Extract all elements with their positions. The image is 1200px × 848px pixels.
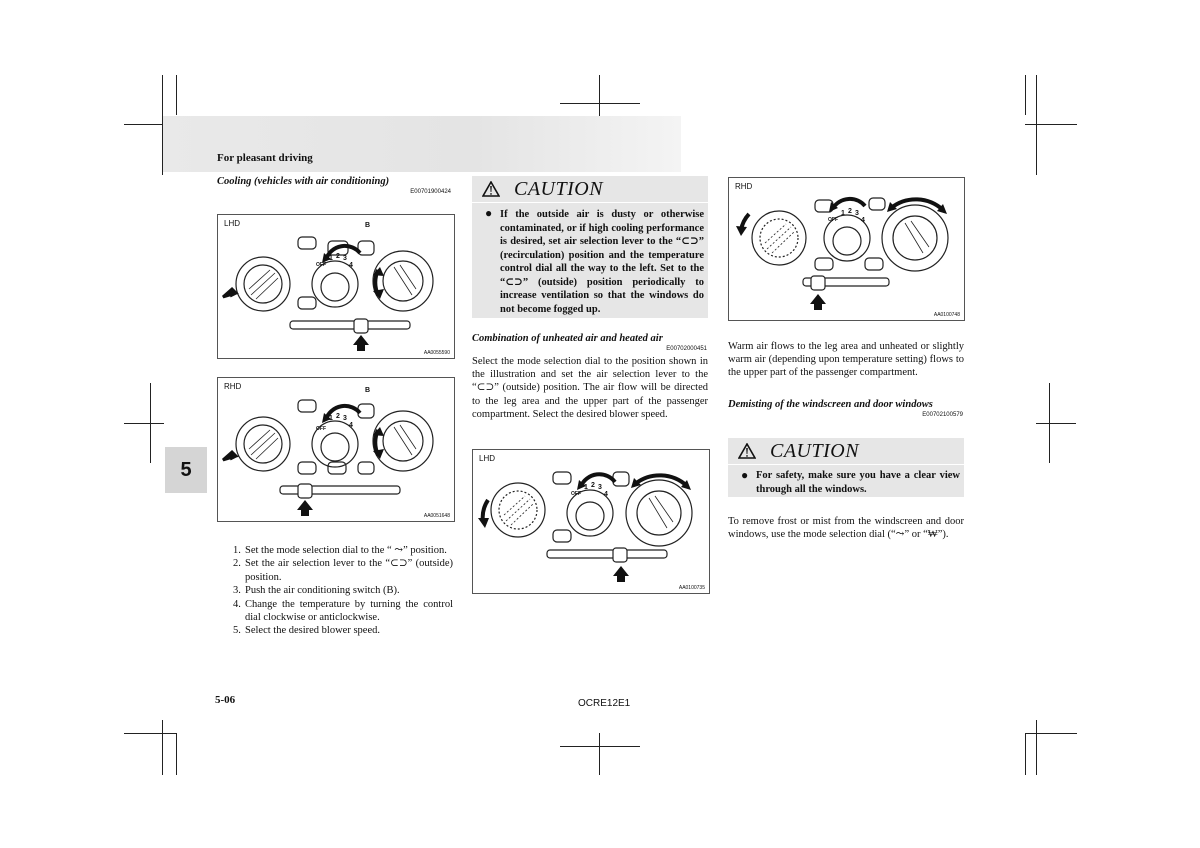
hvac-panel-diagram	[729, 178, 964, 320]
svg-text:1: 1	[584, 484, 588, 491]
demisting-paragraph: To remove frost or mist from the windscreen and door windows, use the mode selection dial (“⤳” or “₩”).	[728, 516, 964, 541]
svg-text:4: 4	[349, 422, 353, 429]
caution-title: CAUTION	[514, 177, 604, 200]
list-item: 3. Push the air conditioning switch (B).	[233, 585, 400, 597]
list-item: 4. Change the temperature by turning the control dial clockwise or anticlockwise.	[233, 598, 453, 624]
svg-text:4: 4	[604, 491, 608, 498]
chapter-tab	[165, 447, 207, 493]
caution-text: For safety, make sure you have a clear view through all the windows.	[756, 470, 960, 495]
figure-label: LHD	[479, 454, 496, 463]
svg-text:1: 1	[841, 210, 845, 217]
svg-text:2: 2	[336, 413, 340, 420]
demisting-heading-code: E00702100579	[922, 412, 963, 418]
svg-text:3: 3	[855, 210, 859, 217]
figure-code: AA0100748	[933, 312, 960, 318]
page-number: 5-06	[215, 694, 236, 706]
svg-text:OFF: OFF	[828, 217, 838, 223]
caution-box-cooling	[472, 176, 708, 318]
list-item: 1. Set the mode selection dial to the “ ⤳” position.	[233, 545, 447, 556]
chapter-number: 5	[180, 458, 192, 481]
document-code: OCRE12E1	[578, 698, 631, 709]
caution-box-demisting	[728, 438, 964, 497]
demisting-heading: Demisting of the windscreen and door windows	[728, 399, 933, 410]
hvac-panel-diagram	[218, 215, 454, 358]
svg-text:3: 3	[343, 415, 347, 422]
figure-lhd-cooling	[217, 214, 455, 359]
svg-text:1: 1	[329, 415, 333, 422]
svg-text:OFF: OFF	[316, 426, 326, 432]
figure-label: LHD	[224, 219, 241, 228]
warning-triangle-icon	[482, 181, 500, 197]
list-item: 2. Set the air selection lever to the “⊂⊃” (outside) position.	[233, 558, 453, 583]
svg-text:3: 3	[598, 484, 602, 491]
caution-title: CAUTION	[770, 439, 860, 462]
svg-text:1: 1	[329, 255, 333, 262]
combination-paragraph: Select the mode selection dial to the position shown in the illustration and set the air selection lever to the “⊂⊃” (outside) position. The air flow will be directed to the leg area and the upper part of the passenger compartment. Select the desired blower speed.	[472, 356, 708, 420]
figure-rhd-combination	[728, 177, 965, 321]
callout-b: B	[365, 387, 371, 394]
figure-rhd-cooling	[217, 377, 455, 522]
svg-text:OFF: OFF	[316, 262, 326, 268]
warm-air-paragraph: Warm air flows to the leg area and unheated or slightly warm air (depending upon temperature setting) flows to the upper part of the passenger compartment.	[728, 341, 964, 379]
figure-code: AA0055590	[423, 350, 450, 356]
figure-lhd-combination	[472, 449, 710, 594]
list-item: 5. Select the desired blower speed.	[233, 625, 380, 637]
warning-triangle-icon	[738, 443, 756, 459]
hvac-panel-diagram	[473, 450, 709, 593]
combination-heading: Combination of unheated air and heated air	[472, 333, 663, 344]
svg-text:2: 2	[848, 208, 852, 215]
svg-text:4: 4	[349, 262, 353, 269]
figure-code: AA0100735	[678, 585, 705, 591]
svg-text:OFF: OFF	[571, 491, 581, 497]
caution-text: If the outside air is dusty or otherwise contaminated, or if high cooling performance is desired, set air selection lever to the “⊂⊃” (recirculation) position and the temperature control dial all the way to the left. Set to the “⊂⊃” (outside) position periodically to increase ventilation so that the windows do not become fogged up.	[500, 209, 704, 315]
hvac-panel-diagram	[218, 378, 454, 521]
svg-text:2: 2	[336, 253, 340, 260]
svg-text:4: 4	[861, 217, 865, 224]
section-title: For pleasant driving	[217, 152, 313, 164]
figure-label: RHD	[224, 382, 242, 391]
cooling-steps	[217, 544, 453, 638]
bullet-icon: ●	[741, 468, 749, 482]
figure-code: AA0051648	[423, 513, 450, 519]
svg-text:2: 2	[591, 482, 595, 489]
callout-b: B	[365, 222, 371, 229]
combination-heading-code: E00702000451	[666, 346, 707, 352]
cooling-heading-code: E00701900424	[410, 189, 451, 195]
bullet-icon: ●	[485, 206, 493, 220]
cooling-heading: Cooling (vehicles with air conditioning)	[217, 176, 390, 187]
svg-text:3: 3	[343, 255, 347, 262]
figure-label: RHD	[735, 182, 753, 191]
